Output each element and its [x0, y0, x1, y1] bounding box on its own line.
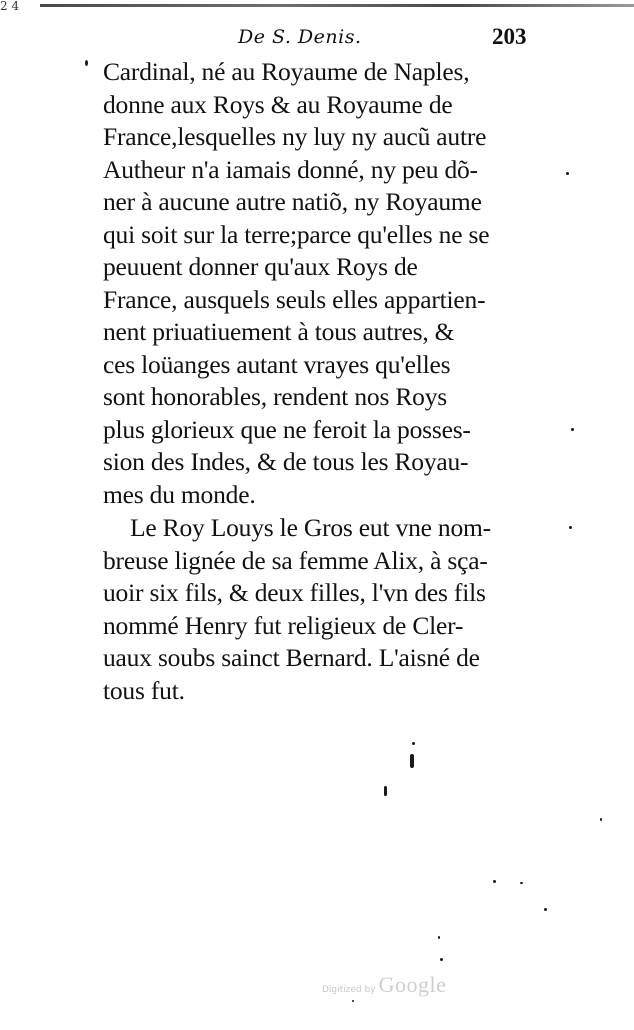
- text-line: France,lesquelles ny luy ny aucũ autre: [103, 122, 487, 151]
- text-line: sion des Indes, & de tous les Royau-: [103, 447, 469, 476]
- ink-speck: [493, 880, 496, 883]
- ink-speck: [438, 936, 440, 939]
- text-line: Le Roy Louys le Gros eut vne nom-: [130, 513, 491, 542]
- top-border-rule: [40, 4, 634, 7]
- ink-speck: [440, 958, 443, 961]
- text-line: ces loüanges autant vrayes qu'elles: [103, 349, 451, 379]
- ink-speck: [566, 172, 569, 175]
- text-line: uoir six fils, & deux filles, l'vn des fils: [103, 578, 486, 607]
- ink-speck: [600, 818, 602, 821]
- text-line: nommé Henry fut religieux de Cler-: [103, 610, 464, 640]
- text-line: breuse lignée de sa femme Alix, à sça-: [103, 545, 488, 575]
- corner-mark: 2 4: [0, 0, 20, 13]
- text-line: sont honorables, rendent nos Roys: [103, 382, 447, 411]
- ink-speck: [544, 908, 547, 911]
- running-head: De S. Denis.: [238, 26, 362, 48]
- page-number: 203: [492, 24, 527, 49]
- digitized-by-label: Digitized by: [322, 985, 376, 995]
- text-line: tous fut.: [103, 675, 185, 705]
- text-line: plus glorieux que ne feroit la posses-: [103, 414, 471, 444]
- text-line: ner à aucune autre natiõ, ny Royaume: [103, 187, 482, 216]
- ink-speck: [520, 882, 523, 884]
- ink-speck: [571, 428, 574, 431]
- google-logo: Google: [378, 972, 447, 997]
- text-line: uaux soubs sainct Bernard. L'aisné de: [103, 643, 480, 672]
- text-line: peuuent donner qu'aux Roys de: [103, 252, 418, 281]
- text-line: qui soit sur la terre;parce qu'elles ne se: [103, 219, 490, 249]
- ink-speck: [384, 786, 387, 796]
- ink-speck: [85, 60, 88, 66]
- ink-speck: [410, 754, 414, 768]
- ink-speck: [412, 742, 415, 745]
- text-line: Cardinal, né au Royaume de Naples,: [103, 57, 470, 86]
- text-line: France, ausquels seuls elles appartien-: [103, 284, 486, 314]
- text-line: donne aux Roys & au Royaume de: [103, 89, 453, 119]
- text-line: Autheur n'a iamais donné, ny peu dõ-: [103, 154, 478, 184]
- text-line: mes du monde.: [103, 479, 256, 509]
- digitization-watermark: [322, 972, 446, 998]
- ink-speck: [569, 526, 572, 529]
- ink-speck: [352, 1000, 354, 1002]
- body-text: [103, 56, 563, 707]
- text-line: nent priuatiuement à tous autres, &: [103, 317, 455, 346]
